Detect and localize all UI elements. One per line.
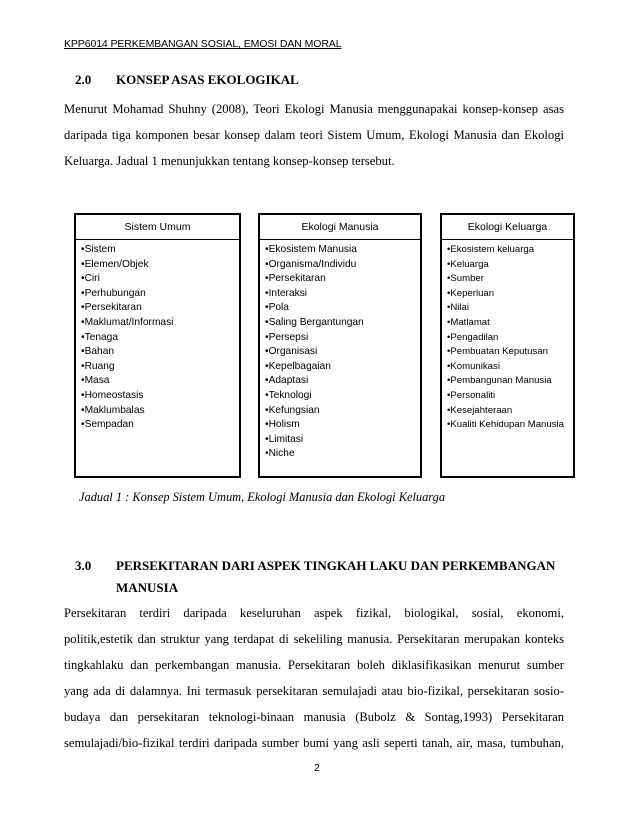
list-item: •Perhubungan [81, 287, 146, 299]
list-item: •Nilai [447, 302, 470, 314]
list-item: •Holism [265, 419, 300, 431]
list-item: •Limitasi [265, 433, 304, 445]
section-2-number: 2.0 [75, 72, 92, 87]
table-caption: Jadual 1 : Konsep Sistem Umum, Ekologi Manusia dan Ekologi Keluarga [79, 490, 446, 504]
list-item: •Organisasi [265, 346, 318, 358]
paragraph-line: yang ada di dalamnya. Ini termasuk persekitaran semulajadi atau bio-fizikal, persekitaran sosio- [64, 684, 564, 698]
list-item: •Keperluan [447, 287, 495, 299]
paragraph-line: daripada tiga komponen besar konsep dalam teori Sistem Umum, Ekologi Manusia dan Ekologi [64, 128, 564, 142]
list-item: •Elemen/Objek [81, 258, 149, 270]
list-item: •Pembangunan Manusia [447, 375, 552, 387]
paragraph-line: Persekitaran terdiri daripada keseluruhan aspek fizikal, biologikal, sosial, ekonomi, [64, 606, 564, 620]
list-item: •Bahan [81, 346, 115, 358]
list-item: •Sistem [81, 244, 116, 255]
section-3-number: 3.0 [75, 558, 92, 573]
list-item: •Niche [265, 448, 295, 460]
list-item: •Kualiti Kehidupan Manusia [447, 419, 564, 431]
list-item: •Maklumbalas [81, 404, 145, 416]
paragraph-line: tingkahlaku dan perkembangan manusia. Persekitaran boleh diklasifikasikan menurut sumber [64, 658, 564, 672]
section-3-title-line-2: MANUSIA [116, 580, 179, 595]
list-item: •Masa [81, 375, 110, 387]
list-item: •Ruang [81, 360, 115, 372]
section-2-title: KONSEP ASAS EKOLOGIKAL [116, 72, 299, 87]
list-item: •Keluarga [447, 258, 489, 270]
list-item: •Kepelbagaian [265, 360, 331, 372]
concept-box-ekologi-keluarga [440, 213, 575, 478]
section-2-paragraph [64, 96, 564, 174]
paragraph-line: budaya dan persekitaran teknologi-binaan manusia (Bubolz & Sontag,1993) Persekitaran [64, 710, 564, 724]
concept-list [447, 243, 564, 433]
paragraph-line: Keluarga. Jadual 1 menunjukkan tentang konsep-konsep tersebut. [64, 154, 395, 168]
list-item: •Homeostasis [81, 389, 144, 401]
list-item: •Kefungsian [265, 404, 320, 416]
concept-box-title: Ekologi Manusia [260, 215, 420, 240]
list-item: •Matlamat [447, 316, 490, 328]
list-item: •Tenaga [81, 331, 118, 343]
concept-list [265, 243, 364, 462]
list-item: •Personaliti [447, 389, 496, 401]
list-item: •Ekosistem Manusia [265, 244, 357, 255]
running-header: KPP6014 PERKEMBANGAN SOSIAL, EMOSI DAN MORAL [64, 38, 342, 50]
list-item: •Sempadan [81, 419, 134, 431]
list-item: •Organisma/Individu [265, 258, 357, 270]
list-item: •Sumber [447, 273, 484, 285]
list-item: •Persekitaran [81, 302, 142, 314]
list-item: •Pengadilan [447, 331, 499, 343]
list-item: •Teknologi [265, 389, 312, 401]
list-item: •Adaptasi [265, 375, 309, 387]
concept-list [81, 243, 173, 433]
list-item: •Kesejahteraan [447, 404, 513, 416]
section-3-paragraph [64, 600, 564, 756]
concept-box-title: Ekologi Keluarga [442, 215, 573, 240]
paragraph-line: semulajadi/bio-fizikal terdiri daripada sumber bumi yang asli seperti tanah, air, masa, tumbuhan, [64, 736, 564, 750]
list-item: •Persepsi [265, 331, 309, 343]
paragraph-line: Menurut Mohamad Shuhny (2008), Teori Ekologi Manusia menggunapakai konsep-konsep asas [64, 102, 564, 116]
concept-box-ekologi-manusia [258, 213, 422, 478]
list-item: •Maklumat/Informasi [81, 316, 174, 328]
concept-box-title: Sistem Umum [76, 215, 239, 240]
list-item: •Interaksi [265, 287, 308, 299]
list-item: •Persekitaran [265, 273, 326, 285]
page-number: 2 [314, 762, 320, 774]
concept-box-sistem-umum [74, 213, 241, 478]
list-item: •Pola [265, 302, 289, 314]
list-item: •Saling Bergantungan [265, 316, 364, 328]
list-item: •Pembuatan Keputusan [447, 346, 548, 358]
list-item: •Komunikasi [447, 360, 500, 372]
list-item: •Ekosistem keluarga [447, 244, 535, 255]
section-3-title-line-1: PERSEKITARAN DARI ASPEK TINGKAH LAKU DAN PERKEMBANGAN [116, 558, 556, 573]
paragraph-line: politik,estetik dan struktur yang terdapat di sekeliling manusia. Persekitaran merupakan konteks [64, 632, 564, 646]
list-item: •Ciri [81, 273, 100, 285]
